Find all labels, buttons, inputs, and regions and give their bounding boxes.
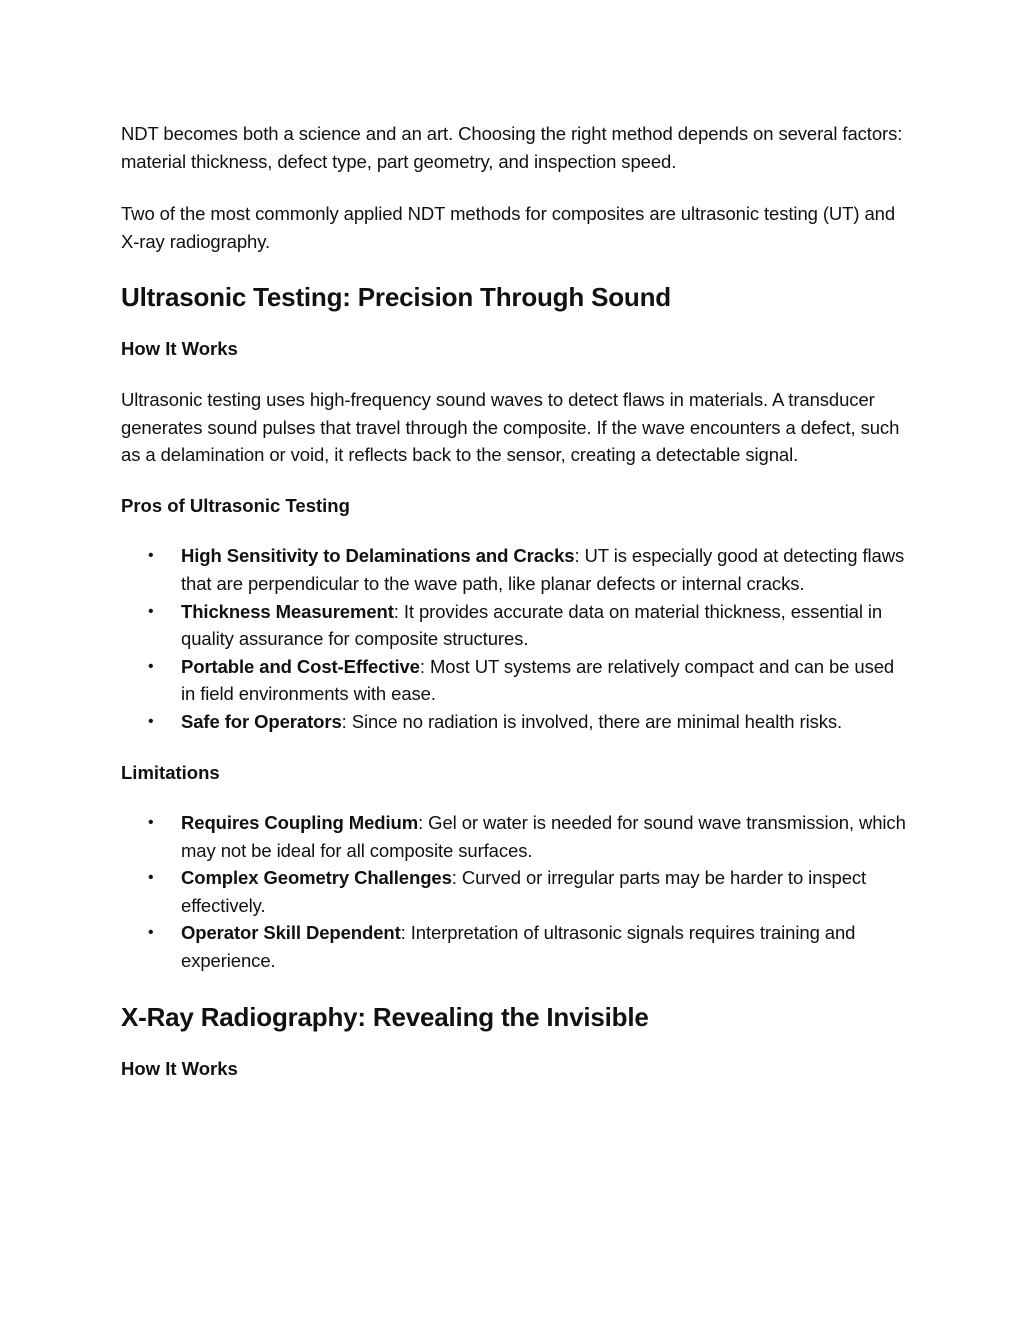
pro-term: Safe for Operators bbox=[181, 710, 342, 732]
limit-text: : Curved or irregular parts may be harder to inspect effectively. bbox=[181, 867, 867, 916]
pro-text: : It provides accurate data on material thickness, essential in quality assurance for composite structures. bbox=[181, 600, 883, 650]
ultrasonic-how-text: Ultrasonic testing uses high-frequency sound waves to detect flaws in materials. A transducer generates sound pulses that travel through the composite. If the wave encounters a defect, such as a delamination or void, it reflects back to the sensor, creating a detectable signal. bbox=[121, 388, 900, 466]
xray-how-heading: How It Works bbox=[121, 1057, 238, 1079]
list-item bbox=[121, 708, 911, 736]
limit-term: Operator Skill Dependent bbox=[181, 922, 401, 944]
bullet-icon: • bbox=[148, 712, 154, 730]
pro-text: : UT is especially good at detecting flaws that are perpendicular to the wave path, like planar defects or internal cracks. bbox=[181, 545, 905, 594]
list-item bbox=[121, 598, 911, 653]
pro-text: : Since no radiation is involved, there are minimal health risks. bbox=[341, 710, 843, 732]
bullet-icon: • bbox=[148, 547, 154, 565]
limitations-heading: Limitations bbox=[121, 761, 220, 783]
pro-term: Thickness Measurement bbox=[181, 600, 394, 622]
bullet-icon: • bbox=[148, 924, 154, 942]
limit-term: Complex Geometry Challenges bbox=[181, 867, 452, 889]
pro-term: High Sensitivity to Delaminations and Cracks bbox=[181, 545, 575, 567]
pros-heading: Pros of Ultrasonic Testing bbox=[121, 494, 350, 516]
list-item bbox=[121, 542, 911, 597]
pro-text: : Most UT systems are relatively compact and can be used in field environments with ease. bbox=[181, 655, 895, 705]
list-item bbox=[121, 864, 911, 919]
bullet-icon: • bbox=[148, 602, 154, 620]
limitations-list bbox=[121, 809, 911, 975]
pro-term: Portable and Cost-Effective bbox=[181, 655, 420, 677]
ultrasonic-heading: Ultrasonic Testing: Precision Through Sound bbox=[121, 282, 671, 313]
bullet-icon: • bbox=[148, 869, 154, 887]
intro-paragraph-2: Two of the most commonly applied NDT methods for composites are ultrasonic testing (UT) and X-ray radiography. bbox=[121, 203, 896, 252]
intro-paragraph-1: NDT becomes both a science and an art. Choosing the right method depends on several factors: material thickness, defect type, part geometry, and inspection speed. bbox=[121, 123, 903, 172]
limit-text: : Interpretation of ultrasonic signals requires training and experience. bbox=[181, 922, 856, 972]
list-item bbox=[121, 809, 911, 864]
ultrasonic-how-heading: How It Works bbox=[121, 338, 238, 360]
limit-text: : Gel or water is needed for sound wave transmission, which may not be ideal for all composite surfaces. bbox=[181, 812, 906, 861]
document-page bbox=[121, 120, 911, 1082]
bullet-icon: • bbox=[148, 814, 154, 832]
limit-term: Requires Coupling Medium bbox=[181, 812, 419, 834]
list-item bbox=[121, 653, 911, 708]
pros-list bbox=[121, 542, 911, 735]
list-item bbox=[121, 919, 911, 974]
bullet-icon: • bbox=[148, 657, 154, 675]
xray-heading: X-Ray Radiography: Revealing the Invisible bbox=[121, 1001, 649, 1032]
